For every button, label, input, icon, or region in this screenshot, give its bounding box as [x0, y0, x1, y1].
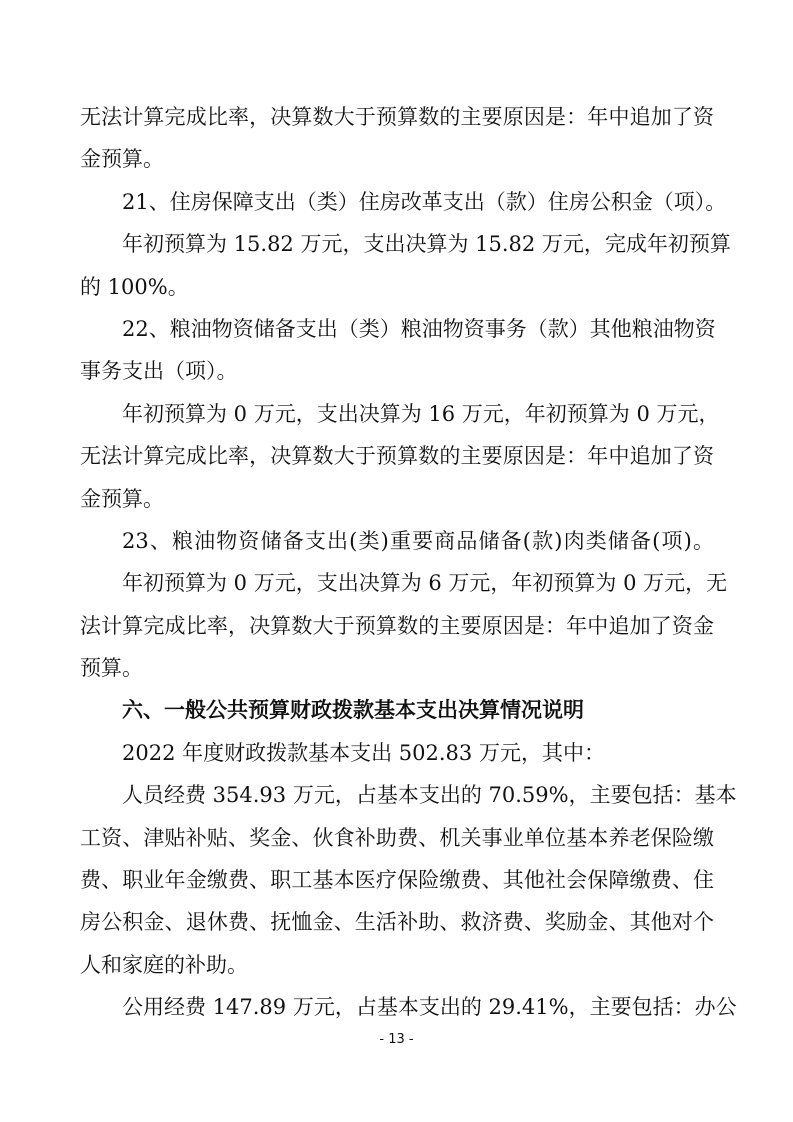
text-line: 无法计算完成比率，决算数大于预算数的主要原因是：年中追加了资: [80, 105, 714, 129]
text-line: 人和家庭的补助。: [80, 952, 248, 977]
text-line: 金预算。: [80, 486, 164, 511]
text-line: 事务支出（项）。: [80, 359, 238, 384]
text-line: 的 100%。: [80, 274, 189, 299]
text-line: 预算。: [80, 656, 143, 681]
section-heading: 六、一般公共预算财政拨款基本支出决算情况说明: [122, 697, 584, 723]
document-body: [80, 96, 737, 1029]
text-line: 21、住房保障支出（类）住房改革支出（款）住房公积金（项）。: [122, 189, 727, 214]
text-line: 年初预算为 0 万元，支出决算为 16 万元，年初预算为 0 万元，: [122, 401, 720, 426]
text-line: 22、粮油物资储备支出（类）粮油物资事务（款）其他粮油物资: [122, 316, 716, 341]
text-line: 金预算。: [80, 147, 164, 172]
text-line: 费、职业年金缴费、职工基本医疗保险缴费、其他社会保障缴费、住: [80, 868, 714, 893]
text-line: 23、粮油物资储备支出(类)重要商品储备(款)肉类储备(项)。: [122, 528, 714, 553]
text-line: 工资、津贴补贴、奖金、伙食补助费、机关事业单位基本养老保险缴: [80, 825, 714, 850]
text-line: 房公积金、退休费、抚恤金、生活补助、救济费、奖励金、其他对个: [80, 910, 714, 935]
text-line: 法计算完成比率，决算数大于预算数的主要原因是：年中追加了资金: [80, 613, 714, 638]
text-line: 2022 年度财政拨款基本支出 502.83 万元，其中：: [122, 740, 605, 765]
text-line: 年初预算为 15.82 万元，支出决算为 15.82 万元，完成年初预算: [122, 232, 731, 257]
text-line: 人员经费 354.93 万元，占基本支出的 70.59%，主要包括：基本: [122, 783, 737, 808]
text-line: 无法计算完成比率，决算数大于预算数的主要原因是：年中追加了资: [80, 444, 714, 469]
page-number: - 13 -: [379, 1032, 414, 1047]
text-line: 公用经费 147.89 万元，占基本支出的 29.41%，主要包括：办公: [122, 995, 737, 1020]
text-line: 年初预算为 0 万元，支出决算为 6 万元，年初预算为 0 万元，无: [122, 571, 728, 596]
